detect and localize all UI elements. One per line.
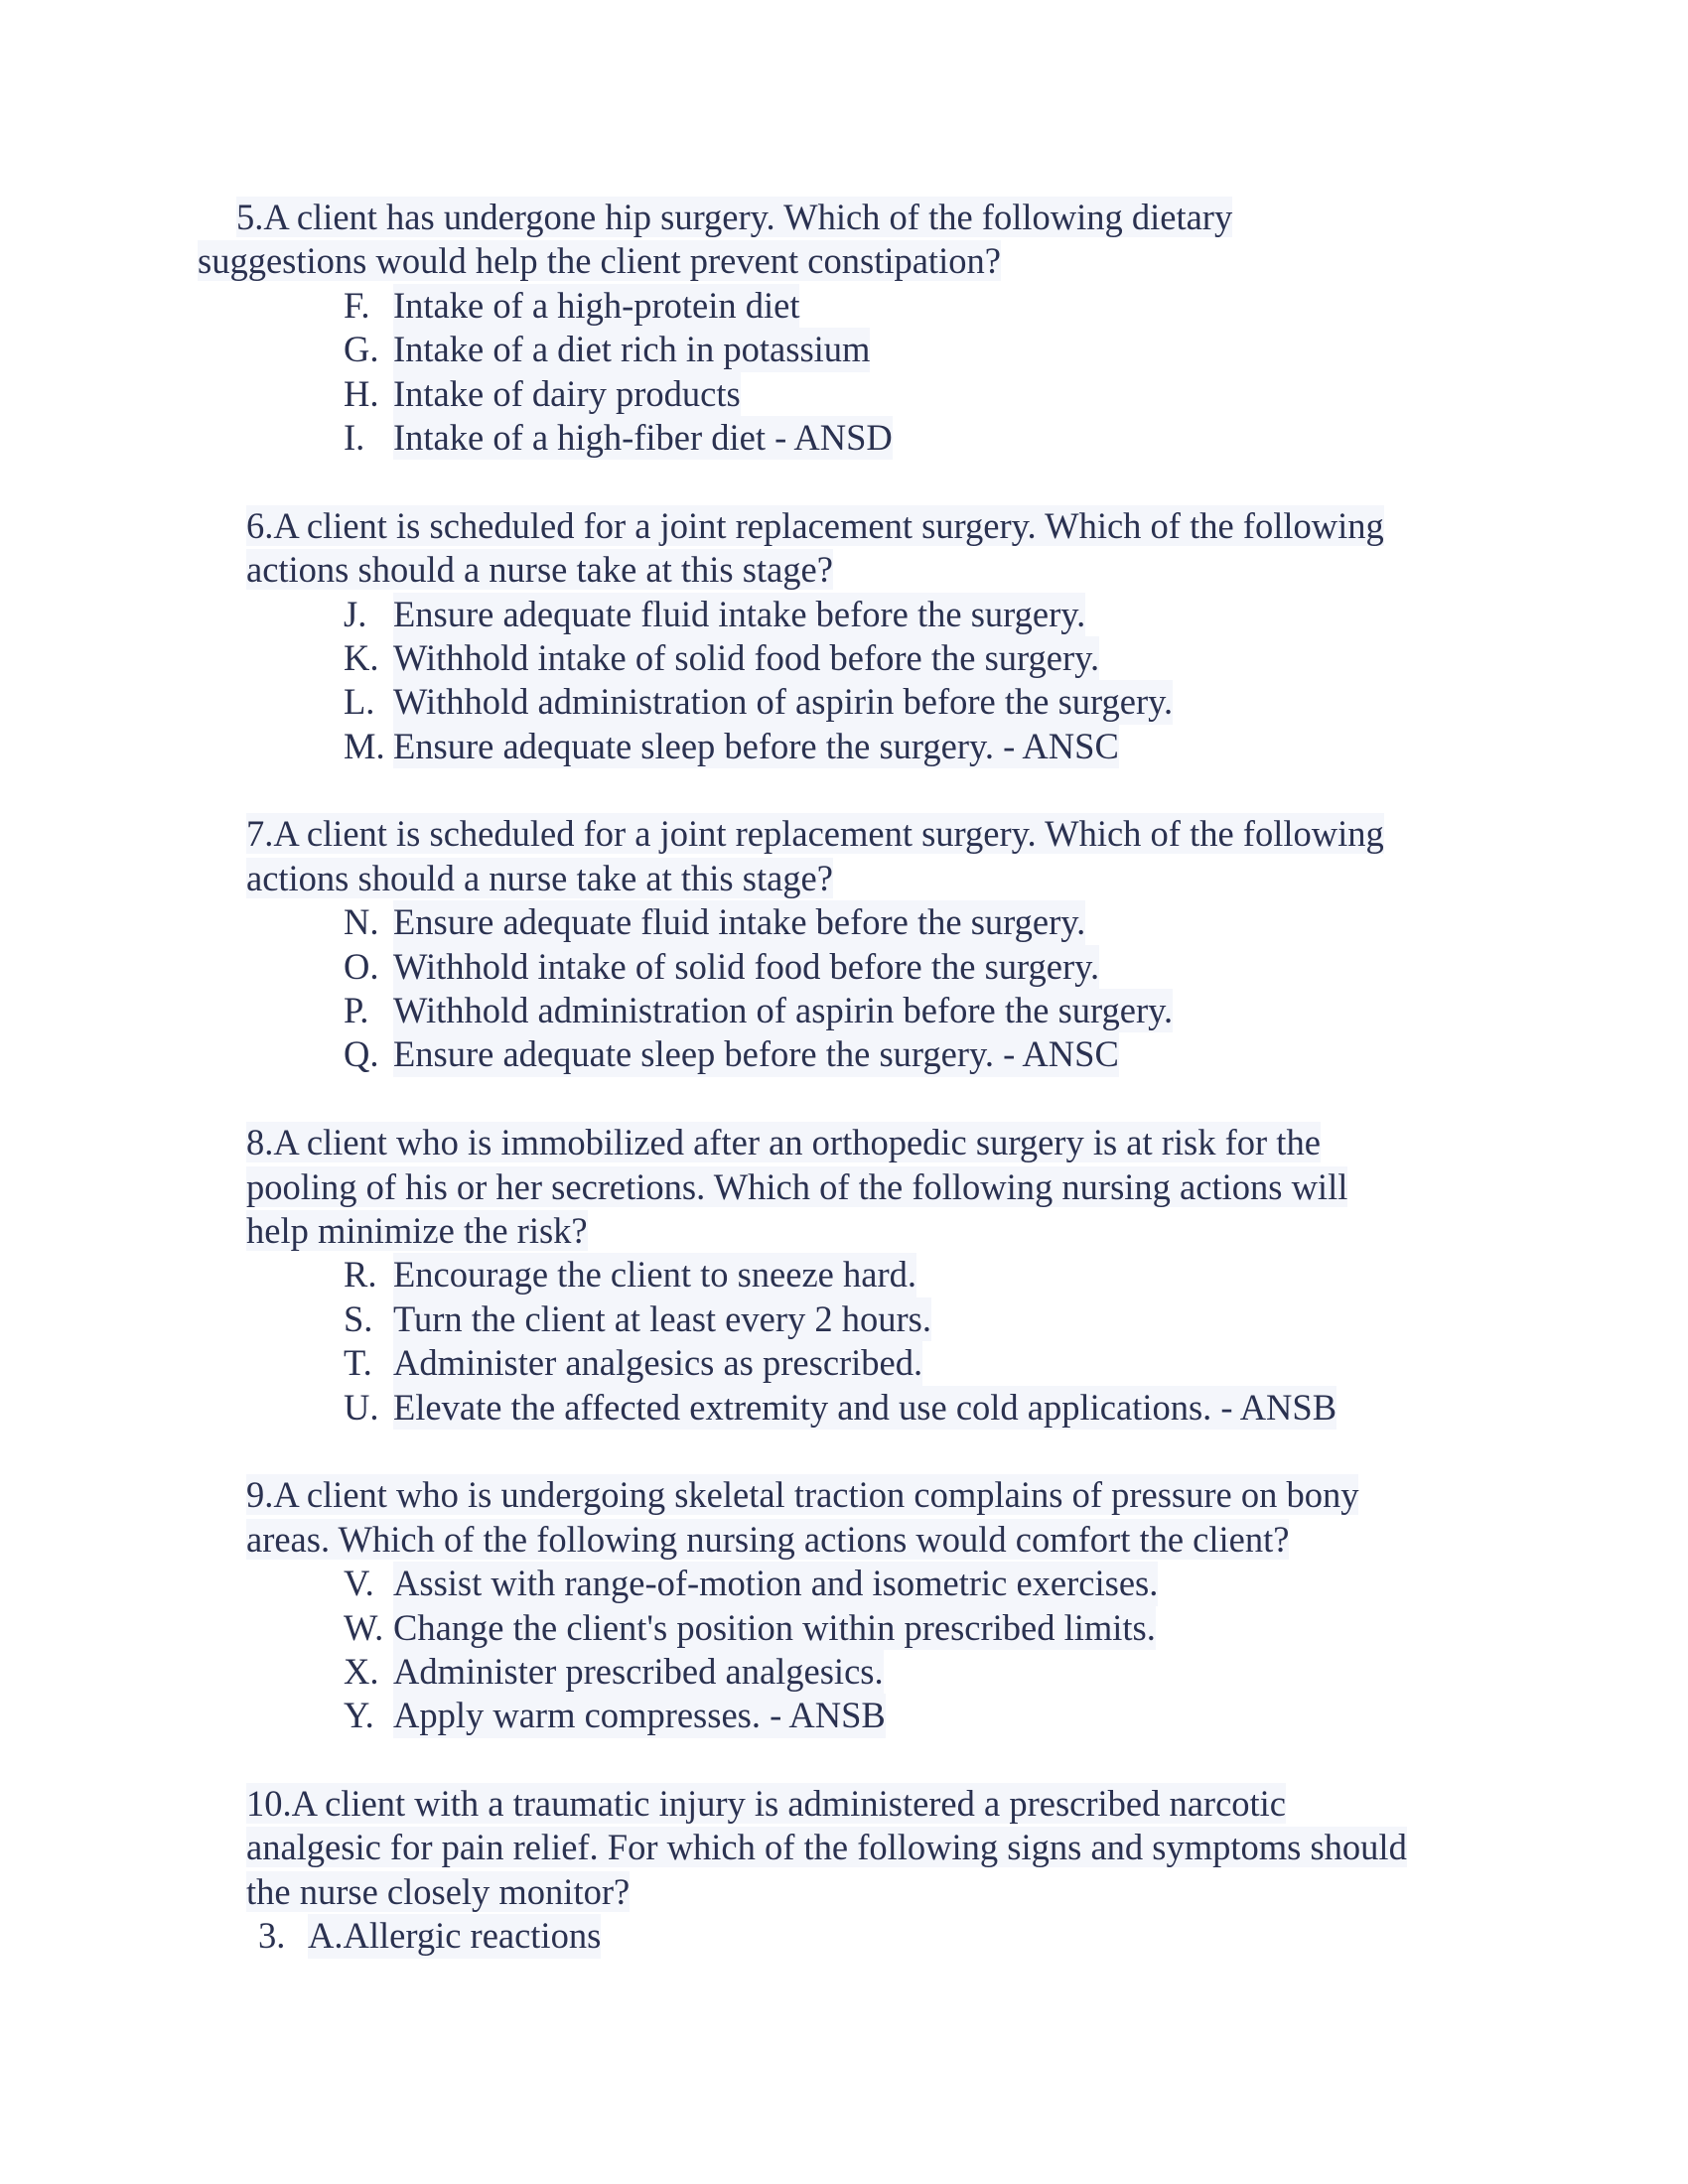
- answer-option: [0, 680, 1688, 724]
- option-text: Intake of a diet rich in potassium: [393, 328, 870, 371]
- answer-option: [0, 1032, 1688, 1076]
- option-text: Ensure adequate fluid intake before the surgery.: [393, 900, 1085, 944]
- option-text: Turn the client at least every 2 hours.: [393, 1297, 931, 1341]
- option-letter: K.: [344, 636, 379, 678]
- option-letter: R.: [344, 1254, 377, 1296]
- option-letter: L.: [344, 681, 375, 723]
- question-text: actions should a nurse take at this stage?: [246, 549, 833, 591]
- answer-option: [0, 1386, 1688, 1430]
- question-10: [0, 1782, 1688, 1959]
- option-text: Intake of dairy products: [393, 372, 741, 416]
- option-letter: N.: [344, 901, 379, 943]
- answer-option: [0, 1341, 1688, 1385]
- option-text: Assist with range-of-motion and isometric exercises.: [393, 1562, 1158, 1605]
- option-number: 3.: [258, 1915, 286, 1957]
- answer-option: [0, 900, 1688, 944]
- answer-option: [0, 372, 1688, 416]
- spacer: [0, 1077, 1688, 1121]
- answer-option: [0, 1562, 1688, 1605]
- question-6: [0, 504, 1688, 768]
- question-text: help minimize the risk?: [246, 1209, 588, 1251]
- option-text: Ensure adequate fluid intake before the surgery.: [393, 593, 1085, 636]
- question-text: 9.A client who is undergoing skeletal traction complains of pressure on bony: [246, 1474, 1359, 1516]
- answer-option: [0, 1297, 1688, 1341]
- question-5: [0, 196, 1688, 460]
- option-letter: U.: [344, 1386, 379, 1428]
- option-letter: W.: [344, 1606, 384, 1648]
- option-text: Ensure adequate sleep before the surgery. - ANSC: [393, 1032, 1119, 1076]
- question-text: 5.A client has undergone hip surgery. Which of the following dietary: [236, 197, 1233, 237]
- option-letter: Y.: [344, 1695, 374, 1736]
- option-text: Encourage the client to sneeze hard.: [393, 1253, 916, 1297]
- question-7: [0, 812, 1688, 1076]
- option-text: Intake of a high-protein diet: [393, 284, 799, 328]
- question-text: 8.A client who is immobilized after an orthopedic surgery is at risk for the: [246, 1122, 1321, 1163]
- option-letter: G.: [344, 329, 379, 370]
- option-letter: J.: [344, 593, 367, 634]
- option-letter: O.: [344, 945, 379, 987]
- option-text: Apply warm compresses. - ANSB: [393, 1694, 886, 1737]
- answer-option: [0, 1253, 1688, 1297]
- option-letter: I.: [344, 416, 365, 458]
- option-text: Administer prescribed analgesics.: [393, 1650, 884, 1694]
- spacer: [0, 1738, 1688, 1782]
- option-letter: P.: [344, 990, 369, 1031]
- answer-option: [0, 328, 1688, 371]
- question-8: [0, 1121, 1688, 1430]
- answer-option: [0, 416, 1688, 460]
- option-letter: M.: [344, 725, 385, 766]
- option-text: Intake of a high-fiber diet - ANSD: [393, 416, 893, 460]
- question-text: 6.A client is scheduled for a joint replacement surgery. Which of the following: [246, 504, 1384, 546]
- answer-option: [0, 1606, 1688, 1650]
- answer-option: [0, 1650, 1688, 1694]
- option-text: Withhold administration of aspirin before the surgery.: [393, 680, 1173, 724]
- option-text: Withhold intake of solid food before the surgery.: [393, 945, 1099, 989]
- answer-option: [0, 593, 1688, 636]
- question-text: actions should a nurse take at this stage?: [246, 857, 833, 898]
- question-text: analgesic for pain relief. For which of the following signs and symptoms should: [246, 1827, 1407, 1868]
- option-text: Ensure adequate sleep before the surgery. - ANSC: [393, 725, 1119, 768]
- question-9: [0, 1473, 1688, 1737]
- option-text: A.Allergic reactions: [308, 1914, 601, 1958]
- option-letter: T.: [344, 1342, 372, 1384]
- answer-option: [0, 1914, 1688, 1958]
- document-page: [0, 196, 1688, 1959]
- answer-option: [0, 284, 1688, 328]
- spacer: [0, 460, 1688, 503]
- option-text: Withhold administration of aspirin before the surgery.: [393, 989, 1173, 1032]
- option-letter: S.: [344, 1297, 373, 1339]
- option-letter: H.: [344, 372, 379, 414]
- question-text: 7.A client is scheduled for a joint replacement surgery. Which of the following: [246, 813, 1384, 855]
- question-text: pooling of his or her secretions. Which of the following nursing actions will: [246, 1165, 1348, 1207]
- question-text: 10.A client with a traumatic injury is administered a prescribed narcotic: [246, 1783, 1287, 1825]
- spacer: [0, 1430, 1688, 1473]
- option-letter: F.: [344, 284, 370, 326]
- answer-option: [0, 636, 1688, 680]
- answer-option: [0, 1694, 1688, 1737]
- option-text: Withhold intake of solid food before the surgery.: [393, 636, 1099, 680]
- answer-option: [0, 945, 1688, 989]
- option-letter: X.: [344, 1650, 379, 1692]
- option-text: Change the client's position within prescribed limits.: [393, 1606, 1156, 1650]
- option-text: Administer analgesics as prescribed.: [393, 1341, 922, 1385]
- spacer: [0, 768, 1688, 812]
- option-text: Elevate the affected extremity and use cold applications. - ANSB: [393, 1386, 1336, 1430]
- option-letter: Q.: [344, 1033, 379, 1075]
- answer-option: [0, 725, 1688, 768]
- answer-option: [0, 989, 1688, 1032]
- question-text: the nurse closely monitor?: [246, 1870, 631, 1912]
- option-letter: V.: [344, 1563, 374, 1604]
- question-text: areas. Which of the following nursing actions would comfort the client?: [246, 1518, 1290, 1560]
- question-text: suggestions would help the client prevent constipation?: [198, 240, 1001, 282]
